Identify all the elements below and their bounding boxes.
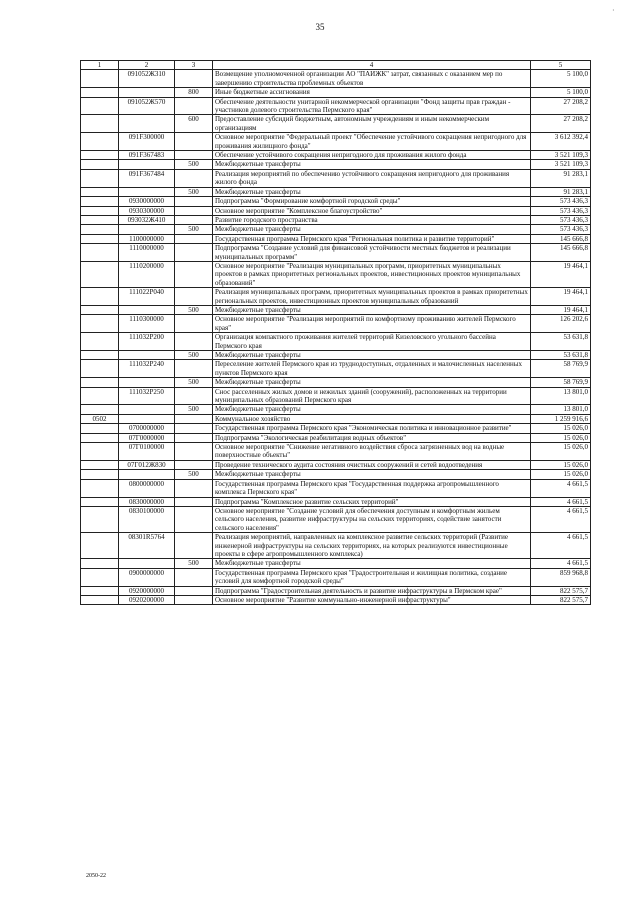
item-name-cell: Подпрограмма "Формирование комфортной городской среды" [213,197,531,206]
amount-cell: 573 436,3 [531,225,591,234]
target-article-cell: 0920200000 [119,595,175,604]
target-article-cell: 111032Р250 [119,387,175,405]
section-code-cell [81,197,119,206]
item-name-cell: Организация компактного проживания жителей территорий Кизеловского угольного бассейна Пермского края [213,333,531,351]
section-code-cell [81,70,119,88]
target-article-cell: 07Г012Ж830 [119,460,175,469]
amount-cell: 126 202,6 [531,315,591,333]
section-code-cell [81,333,119,351]
expense-type-cell [175,261,213,287]
table-row [81,197,591,206]
item-name-cell: Межбюджетные трансферты [213,405,531,414]
target-article-cell [119,414,175,423]
expense-type-cell [175,460,213,469]
table-row [81,559,591,568]
section-code-cell [81,97,119,115]
section-code-cell [81,387,119,405]
target-article-cell [119,160,175,169]
table-row [81,261,591,287]
target-article-cell [119,405,175,414]
table-row [81,234,591,243]
section-code-cell [81,443,119,461]
item-name-cell: Межбюджетные трансферты [213,378,531,387]
target-article-cell: 093032Ж410 [119,215,175,224]
table-row [81,595,591,604]
amount-cell: 15 026,0 [531,443,591,461]
expense-type-cell [175,506,213,532]
section-code-cell [81,305,119,314]
section-code-cell [81,360,119,378]
section-code-cell [81,433,119,442]
table-row [81,225,591,234]
item-name-cell: Государственная программа Пермского края "Государственная поддержка агропромышленного комплекса Пермского края" [213,479,531,497]
section-code-cell [81,88,119,97]
table-row [81,133,591,151]
target-article-cell: 091052Ж570 [119,97,175,115]
amount-cell: 15 026,0 [531,460,591,469]
header-cell-target-article: 2 [119,61,175,70]
target-article-cell: 111022Р040 [119,288,175,306]
section-code-cell [81,261,119,287]
item-name-cell: Основное мероприятие "Развитие коммунально-инженерной инфраструктуры" [213,595,531,604]
table-row [81,387,591,405]
item-name-cell: Межбюджетные трансферты [213,559,531,568]
amount-cell: 19 464,1 [531,305,591,314]
section-code-cell [81,288,119,306]
expense-type-cell [175,433,213,442]
section-code-cell [81,595,119,604]
target-article-cell: 111032Р240 [119,360,175,378]
header-cell-expense-type: 3 [175,61,213,70]
item-name-cell: Развитие городского пространства [213,215,531,224]
expense-type-cell: 500 [175,405,213,414]
expense-type-cell [175,595,213,604]
expense-type-cell [175,424,213,433]
table-row [81,568,591,586]
target-article-cell: 07Г0000000 [119,433,175,442]
target-article-cell [119,351,175,360]
amount-cell: 4 661,5 [531,559,591,568]
amount-cell: 5 100,0 [531,88,591,97]
item-name-cell: Подпрограмма "Градостроительная деятельность и развитие инфраструктуры в Пермском крае" [213,586,531,595]
item-name-cell: Возмещение уполномоченной организации АО "ПАИЖК" затрат, связанных с оказанием мер по завершению строительства проблемных объектов [213,70,531,88]
target-article-cell: 0900000000 [119,568,175,586]
page-number: 35 [315,22,325,32]
item-name-cell: Основное мероприятие "Комплексное благоустройство" [213,206,531,215]
amount-cell: 91 283,1 [531,187,591,196]
expense-type-cell [175,206,213,215]
amount-cell: 3 521 109,3 [531,151,591,160]
expense-type-cell: 600 [175,115,213,133]
item-name-cell: Проведение технического аудита состояния очистных сооружений и сетей водоотведения [213,460,531,469]
expense-type-cell [175,169,213,187]
expense-type-cell [175,288,213,306]
section-code-cell [81,533,119,559]
table-row [81,470,591,479]
table-row [81,433,591,442]
item-name-cell: Иные бюджетные ассигнования [213,88,531,97]
target-article-cell: 1110300000 [119,315,175,333]
expense-type-cell [175,414,213,423]
amount-cell: 573 436,3 [531,197,591,206]
target-article-cell: 1110000000 [119,244,175,262]
table-row [81,88,591,97]
expense-type-cell [175,151,213,160]
amount-cell: 13 801,0 [531,387,591,405]
target-article-cell: 0930300000 [119,206,175,215]
amount-cell: 91 283,1 [531,169,591,187]
table-row [81,405,591,414]
expense-type-cell [175,387,213,405]
table-row [81,115,591,133]
expense-type-cell [175,443,213,461]
expense-type-cell: 500 [175,225,213,234]
amount-cell: 58 769,9 [531,378,591,387]
amount-cell: 573 436,3 [531,206,591,215]
amount-cell: 822 575,7 [531,595,591,604]
item-name-cell: Государственная программа Пермского края "Экономическая политика и инновационное развитие" [213,424,531,433]
item-name-cell: Основное мероприятие "Создание условий для обеспечения доступным и комфортным жильем сельского населения, развитие инфраструктуры на сельских территориях, содействие занятости сельского населения" [213,506,531,532]
item-name-cell: Реализация мероприятий по обеспечению устойчивого сокращения непригодного для проживания жилого фонда [213,169,531,187]
section-code-cell [81,133,119,151]
target-article-cell [119,88,175,97]
target-article-cell: 0930000000 [119,197,175,206]
amount-cell: 53 631,8 [531,351,591,360]
table-row [81,97,591,115]
amount-cell: 15 026,0 [531,470,591,479]
item-name-cell: Подпрограмма "Комплексное развитие сельских территорий" [213,497,531,506]
expense-type-cell [175,333,213,351]
target-article-cell: 091F300000 [119,133,175,151]
item-name-cell: Межбюджетные трансферты [213,470,531,479]
section-code-cell [81,315,119,333]
expense-type-cell [175,215,213,224]
section-code-cell [81,460,119,469]
table-row [81,169,591,187]
section-code-cell [81,206,119,215]
table-row [81,305,591,314]
item-name-cell: Межбюджетные трансферты [213,225,531,234]
header-row [81,61,591,70]
item-name-cell: Реализация муниципальных программ, приоритетных муниципальных проектов в рамках приоритетных региональных проектов, инвестиционных проектов муниципальных образований [213,288,531,306]
amount-cell: 3 521 109,3 [531,160,591,169]
table-row [81,187,591,196]
amount-cell: 859 968,8 [531,568,591,586]
item-name-cell: Переселение жителей Пермского края из труднодоступных, отдаленных и малочисленных населенных пунктов Пермского края [213,360,531,378]
item-name-cell: Подпрограмма "Экологическая реабилитация водных объектов" [213,433,531,442]
table-row [81,533,591,559]
table-body [81,61,591,605]
item-name-cell: Обеспечение устойчивого сокращения непригодного для проживания жилого фонда [213,151,531,160]
amount-cell: 573 436,3 [531,215,591,224]
section-code-cell [81,169,119,187]
amount-cell: 4 661,5 [531,506,591,532]
item-name-cell: Реализация мероприятий, направленных на комплексное развитие сельских территорий (Развитие инженерной инфраструктуры на сельских территориях, на которых реализуются инвестиционные проекты в сфере агропромышленного комплекса) [213,533,531,559]
table-row [81,378,591,387]
expense-type-cell [175,360,213,378]
table-row [81,460,591,469]
table-row [81,315,591,333]
expense-type-cell [175,497,213,506]
section-code-cell [81,424,119,433]
expense-type-cell: 500 [175,187,213,196]
item-name-cell: Предоставление субсидий бюджетным, автономным учреждениям и иным некоммерческим организациям [213,115,531,133]
target-article-cell [119,305,175,314]
table-row [81,586,591,595]
section-code-cell [81,586,119,595]
target-article-cell: 1110200000 [119,261,175,287]
target-article-cell [119,187,175,196]
expense-type-cell: 500 [175,160,213,169]
item-name-cell: Снос расселенных жилых домов и нежилых зданий (сооружений), расположенных на территории муниципальных образований Пермского края [213,387,531,405]
table-row [81,160,591,169]
amount-cell: 13 801,0 [531,405,591,414]
amount-cell: 145 666,8 [531,234,591,243]
target-article-cell: 0800000000 [119,479,175,497]
section-code-cell [81,405,119,414]
section-code-cell [81,378,119,387]
header-cell-name: 4 [213,61,531,70]
expense-type-cell [175,533,213,559]
expense-type-cell [175,479,213,497]
table-row [81,351,591,360]
amount-cell: 15 026,0 [531,424,591,433]
section-code-cell [81,225,119,234]
table-row [81,424,591,433]
amount-cell: 15 026,0 [531,433,591,442]
budget-table [80,60,591,605]
section-code-cell [81,497,119,506]
table-row [81,215,591,224]
expense-type-cell: 500 [175,470,213,479]
expense-type-cell [175,70,213,88]
target-article-cell: 091F367483 [119,151,175,160]
corner-mark: · [612,6,615,15]
item-name-cell: Основное мероприятие "Реализация мероприятий по комфортному проживанию жителей Пермского края" [213,315,531,333]
amount-cell: 3 612 392,4 [531,133,591,151]
expense-type-cell [175,197,213,206]
table-row [81,497,591,506]
table-row [81,288,591,306]
item-name-cell: Межбюджетные трансферты [213,351,531,360]
item-name-cell: Межбюджетные трансферты [213,305,531,314]
expense-type-cell: 800 [175,88,213,97]
table-row [81,70,591,88]
section-code-cell [81,187,119,196]
target-article-cell: 0830100000 [119,506,175,532]
target-article-cell [119,378,175,387]
table-row [81,244,591,262]
footer-code: 2050-22 [86,873,106,879]
expense-type-cell [175,133,213,151]
amount-cell: 19 464,1 [531,288,591,306]
expense-type-cell [175,97,213,115]
target-article-cell [119,225,175,234]
table-row [81,360,591,378]
table-row [81,151,591,160]
header-cell-section: 1 [81,61,119,70]
target-article-cell [119,115,175,133]
target-article-cell: 091F367484 [119,169,175,187]
table-row [81,479,591,497]
table-row [81,333,591,351]
section-code-cell [81,244,119,262]
amount-cell: 4 661,5 [531,533,591,559]
target-article-cell: 0920000000 [119,586,175,595]
table-row [81,414,591,423]
header-cell-sum: 5 [531,61,591,70]
section-code-cell [81,215,119,224]
item-name-cell: Подпрограмма "Создание условий для финансовой устойчивости местных бюджетов и реализации муниципальных программ" [213,244,531,262]
item-name-cell: Основное мероприятие "Федеральный проект "Обеспечение устойчивого сокращения непригодного для проживания жилищного фонда" [213,133,531,151]
table-row [81,206,591,215]
amount-cell: 145 666,8 [531,244,591,262]
expense-type-cell: 500 [175,351,213,360]
target-article-cell: 1100000000 [119,234,175,243]
expense-type-cell [175,568,213,586]
expense-type-cell [175,244,213,262]
section-code-cell [81,479,119,497]
expense-type-cell: 500 [175,378,213,387]
amount-cell: 53 631,8 [531,333,591,351]
section-code-cell [81,160,119,169]
amount-cell: 27 208,2 [531,97,591,115]
amount-cell: 19 464,1 [531,261,591,287]
target-article-cell [119,559,175,568]
section-code-cell [81,151,119,160]
target-article-cell: 0830000000 [119,497,175,506]
expense-type-cell: 500 [175,305,213,314]
section-code-cell [81,351,119,360]
section-code-cell [81,506,119,532]
section-code-cell [81,470,119,479]
amount-cell: 27 208,2 [531,115,591,133]
item-name-cell: Государственная программа Пермского края "Градостроительная и жилищная политика, создание условий для комфортной городской среды" [213,568,531,586]
item-name-cell: Государственная программа Пермского края "Региональная политика и развитие территорий" [213,234,531,243]
amount-cell: 822 575,7 [531,586,591,595]
section-code-cell [81,234,119,243]
target-article-cell: 111032Р200 [119,333,175,351]
item-name-cell: Межбюджетные трансферты [213,160,531,169]
amount-cell: 4 661,5 [531,479,591,497]
item-name-cell: Основное мероприятие "Реализация муниципальных программ, приоритетных муниципальных проектов в рамках приоритетных региональных проектов, инвестиционных проектов муниципальных образований" [213,261,531,287]
target-article-cell [119,470,175,479]
table-row [81,443,591,461]
item-name-cell: Межбюджетные трансферты [213,187,531,196]
expense-type-cell: 500 [175,559,213,568]
section-code-cell [81,559,119,568]
section-code-cell: 0502 [81,414,119,423]
expense-type-cell [175,586,213,595]
amount-cell: 4 661,5 [531,497,591,506]
target-article-cell: 0700000000 [119,424,175,433]
target-article-cell: 091052Ж310 [119,70,175,88]
section-code-cell [81,568,119,586]
target-article-cell: 08301R5764 [119,533,175,559]
item-name-cell: Основное мероприятие "Снижение негативного воздействия сброса загрязненных вод на водные поверхностные объекты" [213,443,531,461]
target-article-cell: 07Г0100000 [119,443,175,461]
amount-cell: 5 100,0 [531,70,591,88]
item-name-cell: Коммунальное хозяйство [213,414,531,423]
amount-cell: 1 259 916,6 [531,414,591,423]
expense-type-cell [175,234,213,243]
section-code-cell [81,115,119,133]
item-name-cell: Обеспечение деятельности унитарной некоммерческой организации "Фонд защиты прав граждан - участников долевого строительства Пермского края" [213,97,531,115]
table-row [81,506,591,532]
expense-type-cell [175,315,213,333]
amount-cell: 58 769,9 [531,360,591,378]
